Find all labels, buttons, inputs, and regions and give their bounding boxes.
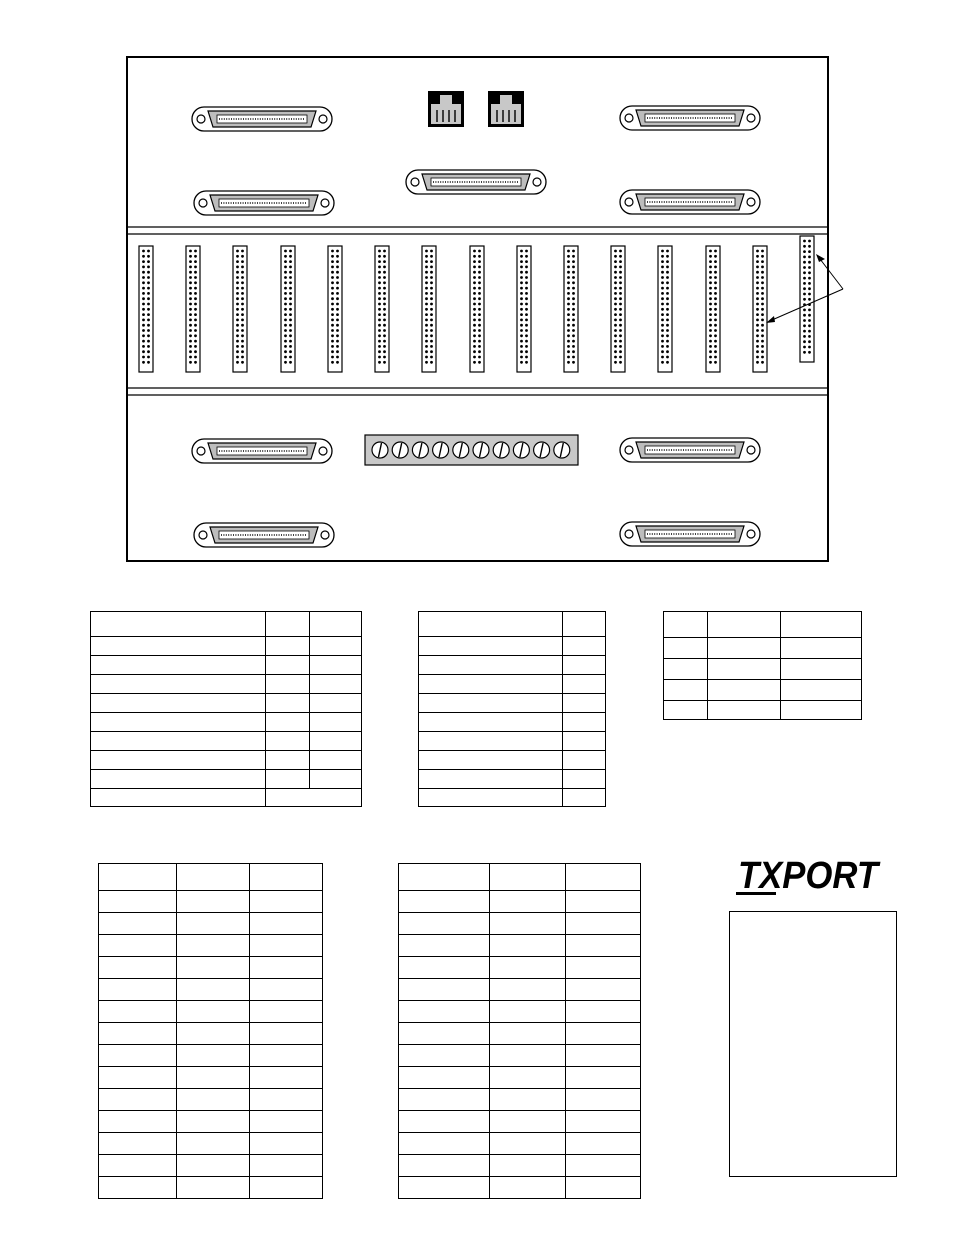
table-cell bbox=[399, 1089, 490, 1111]
pin-header bbox=[470, 246, 484, 372]
table-row bbox=[419, 713, 606, 732]
table-row bbox=[99, 957, 323, 979]
table-cell bbox=[250, 957, 323, 979]
table-cell bbox=[419, 770, 563, 789]
table-row bbox=[399, 891, 641, 913]
table-row bbox=[419, 789, 606, 807]
table-cell bbox=[566, 1067, 641, 1089]
table-cell bbox=[91, 713, 266, 732]
table-row bbox=[91, 732, 362, 751]
pin-header bbox=[328, 246, 342, 372]
table-cell bbox=[250, 935, 323, 957]
table-cell bbox=[490, 957, 566, 979]
table-row bbox=[91, 713, 362, 732]
table-row bbox=[419, 675, 606, 694]
table-cell bbox=[250, 1111, 323, 1133]
table-cell bbox=[99, 979, 177, 1001]
table-row bbox=[399, 1001, 641, 1023]
table-cell bbox=[708, 701, 781, 720]
table-cell bbox=[250, 1177, 323, 1199]
table-cell bbox=[399, 1133, 490, 1155]
table-cell bbox=[310, 732, 362, 751]
screw-hole bbox=[747, 114, 755, 122]
notes-box bbox=[729, 911, 897, 1177]
table-row bbox=[664, 659, 862, 680]
table-cell bbox=[566, 1023, 641, 1045]
table-cell bbox=[250, 891, 323, 913]
table-row bbox=[99, 935, 323, 957]
table-row bbox=[664, 680, 862, 701]
table-cell bbox=[266, 694, 310, 713]
table-cell bbox=[250, 1133, 323, 1155]
table-row bbox=[419, 732, 606, 751]
screw-hole bbox=[625, 198, 633, 206]
pin-header bbox=[611, 246, 625, 372]
table-cell bbox=[250, 1023, 323, 1045]
table-cell bbox=[563, 789, 606, 807]
table-row bbox=[91, 656, 362, 675]
table-cell bbox=[266, 789, 362, 807]
d-connector bbox=[620, 438, 760, 462]
form-table-t2 bbox=[418, 611, 606, 807]
screw-hole bbox=[321, 199, 329, 207]
table-row bbox=[664, 612, 862, 638]
table-cell bbox=[177, 864, 250, 891]
pin-header bbox=[753, 246, 767, 372]
table-cell bbox=[781, 701, 862, 720]
d-connector bbox=[620, 522, 760, 546]
table-cell bbox=[99, 1089, 177, 1111]
table-cell bbox=[310, 770, 362, 789]
table-cell bbox=[91, 751, 266, 770]
table-cell bbox=[250, 913, 323, 935]
table-cell bbox=[91, 789, 266, 807]
table-row bbox=[99, 1023, 323, 1045]
table-cell bbox=[490, 1133, 566, 1155]
table-row bbox=[399, 1067, 641, 1089]
screw-hole bbox=[199, 531, 207, 539]
table-cell bbox=[563, 656, 606, 675]
table-cell bbox=[99, 1177, 177, 1199]
rotary-switch-strip bbox=[365, 435, 578, 465]
table-cell bbox=[266, 732, 310, 751]
table-cell bbox=[566, 1045, 641, 1067]
table-cell bbox=[177, 935, 250, 957]
pin-header bbox=[139, 246, 153, 372]
table-row bbox=[419, 656, 606, 675]
table-cell bbox=[563, 732, 606, 751]
table-cell bbox=[708, 659, 781, 680]
table-cell bbox=[781, 659, 862, 680]
d-connector bbox=[192, 107, 332, 131]
table-cell bbox=[563, 612, 606, 637]
table-row bbox=[399, 1089, 641, 1111]
table-cell bbox=[310, 713, 362, 732]
table-cell bbox=[566, 864, 641, 891]
table-row bbox=[99, 1089, 323, 1111]
rotary-switch bbox=[513, 442, 529, 458]
table-cell bbox=[490, 1177, 566, 1199]
d-connector bbox=[406, 170, 546, 194]
screw-hole bbox=[625, 114, 633, 122]
table-row bbox=[99, 864, 323, 891]
table-row bbox=[399, 1155, 641, 1177]
table-cell bbox=[563, 751, 606, 770]
table-cell bbox=[91, 656, 266, 675]
table-row bbox=[419, 694, 606, 713]
table-cell bbox=[419, 637, 563, 656]
table-cell bbox=[664, 701, 708, 720]
pin-header bbox=[186, 246, 200, 372]
table-cell bbox=[266, 612, 310, 637]
table-row bbox=[99, 1177, 323, 1199]
table-row bbox=[419, 612, 606, 637]
table-cell bbox=[566, 1089, 641, 1111]
table-cell bbox=[177, 979, 250, 1001]
table-row bbox=[399, 1177, 641, 1199]
table-cell bbox=[490, 864, 566, 891]
table-cell bbox=[91, 770, 266, 789]
table-row bbox=[419, 637, 606, 656]
form-table-t4 bbox=[98, 863, 323, 1199]
table-cell bbox=[490, 1067, 566, 1089]
screw-hole bbox=[625, 446, 633, 454]
table-cell bbox=[310, 675, 362, 694]
pin-header bbox=[658, 246, 672, 372]
table-cell bbox=[250, 1155, 323, 1177]
table-cell bbox=[399, 1111, 490, 1133]
table-cell bbox=[266, 713, 310, 732]
table-row bbox=[99, 1067, 323, 1089]
table-row bbox=[399, 1111, 641, 1133]
table-cell bbox=[781, 680, 862, 701]
table-row bbox=[99, 1045, 323, 1067]
table-cell bbox=[91, 675, 266, 694]
pin-header bbox=[517, 246, 531, 372]
table-cell bbox=[177, 1133, 250, 1155]
table-cell bbox=[566, 1111, 641, 1133]
screw-hole bbox=[197, 447, 205, 455]
panel-diagram bbox=[0, 0, 954, 600]
table-cell bbox=[177, 1045, 250, 1067]
screw-hole bbox=[533, 178, 541, 186]
table-cell bbox=[99, 864, 177, 891]
table-row bbox=[664, 701, 862, 720]
rotary-switch bbox=[433, 442, 449, 458]
table-row bbox=[91, 694, 362, 713]
txport-logo bbox=[736, 852, 882, 898]
table-cell bbox=[566, 913, 641, 935]
screw-hole bbox=[321, 531, 329, 539]
table-row bbox=[99, 979, 323, 1001]
table-cell bbox=[99, 935, 177, 957]
rj-jack bbox=[488, 91, 524, 127]
table-cell bbox=[310, 694, 362, 713]
d-connector bbox=[194, 191, 334, 215]
table-cell bbox=[399, 1045, 490, 1067]
table-row bbox=[91, 612, 362, 637]
table-cell bbox=[250, 1089, 323, 1111]
table-cell bbox=[419, 751, 563, 770]
rj-jack bbox=[428, 91, 464, 127]
pin-header bbox=[564, 246, 578, 372]
table-cell bbox=[177, 1177, 250, 1199]
table-row bbox=[99, 891, 323, 913]
table-cell bbox=[490, 979, 566, 1001]
table-cell bbox=[664, 659, 708, 680]
table-cell bbox=[99, 1133, 177, 1155]
screw-hole bbox=[747, 198, 755, 206]
rotary-switch bbox=[453, 442, 469, 458]
table-cell bbox=[266, 656, 310, 675]
table-row bbox=[99, 1001, 323, 1023]
table-cell bbox=[563, 713, 606, 732]
table-cell bbox=[310, 637, 362, 656]
rotary-switch bbox=[412, 442, 428, 458]
table-cell bbox=[563, 637, 606, 656]
table-cell bbox=[419, 675, 563, 694]
pin-header bbox=[706, 246, 720, 372]
rotary-switch bbox=[473, 442, 489, 458]
pin-header bbox=[281, 246, 295, 372]
table-row bbox=[399, 1023, 641, 1045]
form-table-t1 bbox=[90, 611, 362, 807]
screw-hole bbox=[625, 530, 633, 538]
table-cell bbox=[99, 1023, 177, 1045]
table-cell bbox=[399, 979, 490, 1001]
table-cell bbox=[91, 612, 266, 637]
table-cell bbox=[419, 713, 563, 732]
table-cell bbox=[310, 751, 362, 770]
table-cell bbox=[490, 1001, 566, 1023]
table-row bbox=[99, 1111, 323, 1133]
table-cell bbox=[399, 1067, 490, 1089]
table-cell bbox=[566, 979, 641, 1001]
table-cell bbox=[177, 957, 250, 979]
table-row bbox=[91, 789, 362, 807]
table-cell bbox=[399, 1155, 490, 1177]
rotary-switch bbox=[372, 442, 388, 458]
table-cell bbox=[99, 1067, 177, 1089]
table-cell bbox=[708, 638, 781, 659]
d-connector bbox=[620, 106, 760, 130]
table-cell bbox=[91, 694, 266, 713]
table-cell bbox=[399, 891, 490, 913]
screw-hole bbox=[411, 178, 419, 186]
table-cell bbox=[708, 612, 781, 638]
table-cell bbox=[99, 891, 177, 913]
table-cell bbox=[177, 891, 250, 913]
table-cell bbox=[490, 935, 566, 957]
table-cell bbox=[490, 1089, 566, 1111]
table-cell bbox=[566, 1001, 641, 1023]
rotary-switch bbox=[392, 442, 408, 458]
table-cell bbox=[177, 1001, 250, 1023]
table-cell bbox=[99, 1111, 177, 1133]
table-row bbox=[91, 751, 362, 770]
table-cell bbox=[563, 770, 606, 789]
table-cell bbox=[91, 732, 266, 751]
table-row bbox=[91, 675, 362, 694]
table-cell bbox=[266, 675, 310, 694]
table-cell bbox=[419, 612, 563, 637]
table-row bbox=[399, 979, 641, 1001]
rotary-switch bbox=[554, 442, 570, 458]
table-cell bbox=[566, 1155, 641, 1177]
table-cell bbox=[99, 957, 177, 979]
pin-header bbox=[375, 246, 389, 372]
table-cell bbox=[664, 612, 708, 638]
table-cell bbox=[399, 1177, 490, 1199]
table-cell bbox=[177, 1023, 250, 1045]
table-row bbox=[399, 864, 641, 891]
table-cell bbox=[490, 913, 566, 935]
table-row bbox=[99, 1155, 323, 1177]
table-row bbox=[664, 638, 862, 659]
table-row bbox=[99, 913, 323, 935]
table-cell bbox=[781, 638, 862, 659]
table-cell bbox=[399, 1023, 490, 1045]
table-cell bbox=[91, 637, 266, 656]
table-cell bbox=[266, 770, 310, 789]
table-row bbox=[91, 770, 362, 789]
table-cell bbox=[708, 680, 781, 701]
table-cell bbox=[566, 935, 641, 957]
screw-hole bbox=[319, 115, 327, 123]
form-table-t3 bbox=[663, 611, 862, 720]
table-cell bbox=[399, 957, 490, 979]
table-cell bbox=[399, 1001, 490, 1023]
d-connector bbox=[192, 439, 332, 463]
table-cell bbox=[250, 979, 323, 1001]
screw-hole bbox=[199, 199, 207, 207]
table-cell bbox=[419, 656, 563, 675]
table-row bbox=[419, 770, 606, 789]
table-cell bbox=[177, 1155, 250, 1177]
pin-header bbox=[800, 236, 814, 362]
d-connector bbox=[194, 523, 334, 547]
table-cell bbox=[99, 1045, 177, 1067]
screw-hole bbox=[747, 446, 755, 454]
table-row bbox=[399, 1045, 641, 1067]
table-cell bbox=[490, 1155, 566, 1177]
screw-hole bbox=[319, 447, 327, 455]
table-cell bbox=[310, 656, 362, 675]
table-row bbox=[91, 637, 362, 656]
table-cell bbox=[250, 864, 323, 891]
table-cell bbox=[399, 935, 490, 957]
table-cell bbox=[177, 913, 250, 935]
rotary-switch bbox=[534, 442, 550, 458]
table-row bbox=[99, 1133, 323, 1155]
table-cell bbox=[664, 680, 708, 701]
table-cell bbox=[310, 612, 362, 637]
table-cell bbox=[664, 638, 708, 659]
screw-hole bbox=[747, 530, 755, 538]
table-cell bbox=[566, 957, 641, 979]
table-cell bbox=[419, 732, 563, 751]
table-cell bbox=[419, 694, 563, 713]
table-row bbox=[399, 957, 641, 979]
d-connector bbox=[620, 190, 760, 214]
table-cell bbox=[266, 751, 310, 770]
screw-hole bbox=[197, 115, 205, 123]
table-cell bbox=[99, 1155, 177, 1177]
table-cell bbox=[99, 913, 177, 935]
table-cell bbox=[250, 1045, 323, 1067]
table-cell bbox=[490, 1111, 566, 1133]
table-cell bbox=[563, 694, 606, 713]
table-cell bbox=[250, 1001, 323, 1023]
form-table-t5 bbox=[398, 863, 641, 1199]
table-row bbox=[419, 751, 606, 770]
table-cell bbox=[490, 1023, 566, 1045]
table-cell bbox=[419, 789, 563, 807]
table-cell bbox=[490, 1045, 566, 1067]
table-cell bbox=[781, 612, 862, 638]
table-cell bbox=[99, 1001, 177, 1023]
table-cell bbox=[399, 913, 490, 935]
pin-header bbox=[233, 246, 247, 372]
pin-header bbox=[422, 246, 436, 372]
table-cell bbox=[266, 637, 310, 656]
logo-text: TXPORT bbox=[738, 855, 881, 897]
table-cell bbox=[566, 1133, 641, 1155]
table-cell bbox=[177, 1089, 250, 1111]
table-cell bbox=[563, 675, 606, 694]
table-cell bbox=[177, 1067, 250, 1089]
table-cell bbox=[399, 864, 490, 891]
table-row bbox=[399, 1133, 641, 1155]
rotary-switch bbox=[493, 442, 509, 458]
table-row bbox=[399, 913, 641, 935]
table-cell bbox=[566, 1177, 641, 1199]
table-cell bbox=[490, 891, 566, 913]
table-cell bbox=[566, 891, 641, 913]
table-row bbox=[399, 935, 641, 957]
table-cell bbox=[250, 1067, 323, 1089]
table-cell bbox=[177, 1111, 250, 1133]
